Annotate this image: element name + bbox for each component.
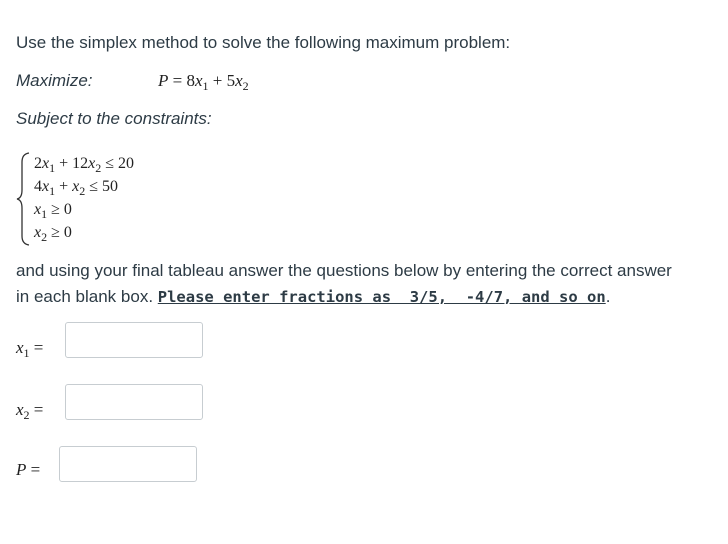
x1-answer-input[interactable]	[65, 322, 203, 358]
answer-label-x2: $x_2$ =	[16, 400, 44, 422]
instructions-line-1: and using your final tableau answer the questions below by entering the correct answer	[16, 261, 672, 280]
objective-row	[16, 71, 93, 91]
p-answer-input[interactable]	[59, 446, 197, 482]
instructions-line-2: in each blank box. Please enter fractions as 3/5, -4/7, and so on.	[16, 287, 611, 306]
left-brace-icon	[16, 152, 32, 246]
constraint-4: $x_2 \ge 0$	[34, 224, 72, 244]
constraint-1: $2x_1 + 12x_2 \le 20$	[34, 155, 135, 175]
maximize-label: Maximize:	[16, 71, 93, 90]
answer-label-x1: $x_1$ =	[16, 338, 44, 360]
answer-label-p: P =	[16, 460, 41, 479]
problem-intro: Use the simplex method to solve the following maximum problem:	[16, 33, 511, 52]
constraints-label: Subject to the constraints:	[16, 109, 212, 128]
constraint-2: $4x_1 + x_2 \le 50$	[34, 178, 119, 198]
constraint-3: $x_1 \ge 0$	[34, 201, 72, 221]
objective-function: $P = 8x_1 + 5x_2$	[158, 71, 249, 93]
x2-answer-input[interactable]	[65, 384, 203, 420]
fraction-format-hint: Please enter fractions as 3/5, -4/7, and so on	[157, 288, 606, 306]
